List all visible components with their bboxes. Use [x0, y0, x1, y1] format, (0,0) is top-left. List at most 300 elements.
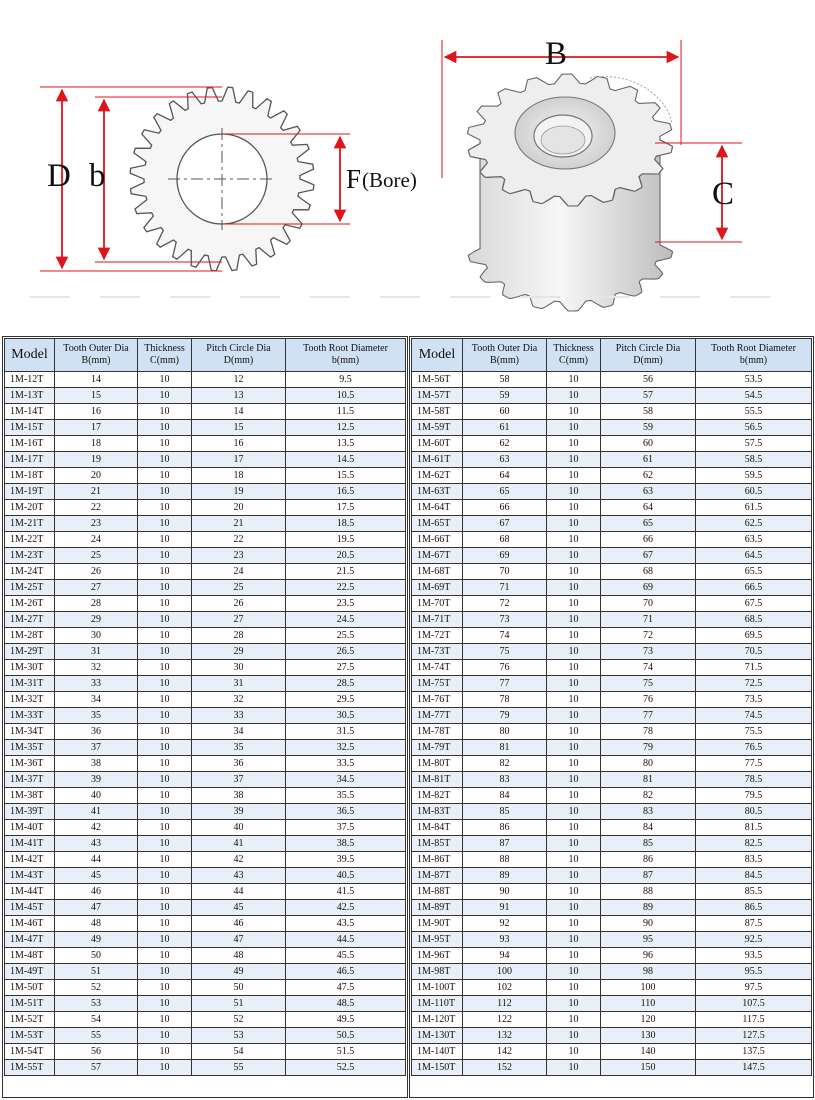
cell-pitch-dia: 45: [192, 900, 286, 916]
cell-pitch-dia: 37: [192, 772, 286, 788]
table-row: [5, 820, 406, 836]
cell-pitch-dia: 16: [192, 436, 286, 452]
table-row: [5, 596, 406, 612]
table-row: [412, 708, 812, 724]
gear-drawing: [0, 0, 815, 330]
cell-outer-dia: 66: [463, 500, 547, 516]
cell-model: 1M-87T: [412, 868, 463, 884]
cell-outer-dia: 16: [55, 404, 138, 420]
table-row: [412, 852, 812, 868]
table-row: [412, 932, 812, 948]
cell-thickness: 10: [547, 756, 601, 772]
spec-table-left: [4, 338, 406, 1076]
cell-thickness: 10: [138, 852, 192, 868]
table-row: [5, 420, 406, 436]
cell-pitch-dia: 66: [601, 532, 696, 548]
cell-thickness: 10: [138, 516, 192, 532]
table-row: [412, 740, 812, 756]
cell-model: 1M-16T: [5, 436, 55, 452]
cell-outer-dia: 22: [55, 500, 138, 516]
header-thickness: [138, 339, 192, 372]
cell-outer-dia: 39: [55, 772, 138, 788]
cell-thickness: 10: [547, 820, 601, 836]
cell-model: 1M-39T: [5, 804, 55, 820]
table-row: [412, 724, 812, 740]
cell-model: 1M-140T: [412, 1044, 463, 1060]
cell-outer-dia: 54: [55, 1012, 138, 1028]
cell-root-dia: 71.5: [696, 660, 812, 676]
cell-thickness: 10: [547, 676, 601, 692]
cell-outer-dia: 74: [463, 628, 547, 644]
table-row: [412, 948, 812, 964]
table-row: [412, 996, 812, 1012]
cell-pitch-dia: 58: [601, 404, 696, 420]
table-row: [5, 452, 406, 468]
cell-pitch-dia: 69: [601, 580, 696, 596]
header-pitch-dia-line2: D(mm): [223, 355, 254, 366]
cell-outer-dia: 94: [463, 948, 547, 964]
table-row: [412, 612, 812, 628]
cell-root-dia: 21.5: [286, 564, 406, 580]
cell-pitch-dia: 41: [192, 836, 286, 852]
cell-pitch-dia: 54: [192, 1044, 286, 1060]
cell-model: 1M-50T: [5, 980, 55, 996]
cell-pitch-dia: 150: [601, 1060, 696, 1076]
cell-model: 1M-120T: [412, 1012, 463, 1028]
cell-pitch-dia: 34: [192, 724, 286, 740]
cell-model: 1M-54T: [5, 1044, 55, 1060]
cell-thickness: 10: [138, 628, 192, 644]
cell-root-dia: 86.5: [696, 900, 812, 916]
cell-root-dia: 52.5: [286, 1060, 406, 1076]
cell-pitch-dia: 89: [601, 900, 696, 916]
cell-pitch-dia: 59: [601, 420, 696, 436]
cell-outer-dia: 92: [463, 916, 547, 932]
label-bore: (Bore): [362, 168, 417, 192]
cell-pitch-dia: 25: [192, 580, 286, 596]
cell-model: 1M-74T: [412, 660, 463, 676]
table-row: [412, 900, 812, 916]
cell-outer-dia: 20: [55, 468, 138, 484]
cell-model: 1M-86T: [412, 852, 463, 868]
cell-pitch-dia: 22: [192, 532, 286, 548]
cell-model: 1M-73T: [412, 644, 463, 660]
cell-outer-dia: 80: [463, 724, 547, 740]
cell-outer-dia: 43: [55, 836, 138, 852]
cell-root-dia: 59.5: [696, 468, 812, 484]
cell-thickness: 10: [138, 868, 192, 884]
cell-model: 1M-53T: [5, 1028, 55, 1044]
cell-root-dia: 81.5: [696, 820, 812, 836]
cell-outer-dia: 86: [463, 820, 547, 836]
cell-outer-dia: 46: [55, 884, 138, 900]
table-row: [5, 852, 406, 868]
table-row: [5, 468, 406, 484]
cell-thickness: 10: [547, 740, 601, 756]
table-row: [412, 820, 812, 836]
cell-pitch-dia: 90: [601, 916, 696, 932]
cell-root-dia: 56.5: [696, 420, 812, 436]
cell-thickness: 10: [138, 484, 192, 500]
cell-model: 1M-27T: [5, 612, 55, 628]
cell-root-dia: 45.5: [286, 948, 406, 964]
table-row: [5, 740, 406, 756]
table-row: [412, 692, 812, 708]
cell-model: 1M-23T: [5, 548, 55, 564]
cell-model: 1M-61T: [412, 452, 463, 468]
table-header-row: [5, 339, 406, 372]
cell-root-dia: 44.5: [286, 932, 406, 948]
cell-thickness: 10: [547, 708, 601, 724]
table-row: [412, 532, 812, 548]
cell-pitch-dia: 82: [601, 788, 696, 804]
cell-model: 1M-34T: [5, 724, 55, 740]
cell-model: 1M-100T: [412, 980, 463, 996]
cell-thickness: 10: [138, 612, 192, 628]
table-row: [412, 404, 812, 420]
cell-root-dia: 23.5: [286, 596, 406, 612]
header-model: Model: [5, 339, 55, 372]
table-row: [5, 660, 406, 676]
cell-pitch-dia: 77: [601, 708, 696, 724]
cell-outer-dia: 17: [55, 420, 138, 436]
cell-model: 1M-35T: [5, 740, 55, 756]
cell-pitch-dia: 61: [601, 452, 696, 468]
cell-model: 1M-47T: [5, 932, 55, 948]
cell-outer-dia: 71: [463, 580, 547, 596]
cell-model: 1M-77T: [412, 708, 463, 724]
cell-model: 1M-88T: [412, 884, 463, 900]
cell-pitch-dia: 33: [192, 708, 286, 724]
cell-root-dia: 17.5: [286, 500, 406, 516]
cell-outer-dia: 91: [463, 900, 547, 916]
cell-outer-dia: 87: [463, 836, 547, 852]
cell-pitch-dia: 50: [192, 980, 286, 996]
cell-pitch-dia: 57: [601, 388, 696, 404]
cell-thickness: 10: [547, 996, 601, 1012]
cell-pitch-dia: 81: [601, 772, 696, 788]
cell-thickness: 10: [547, 772, 601, 788]
cell-model: 1M-19T: [5, 484, 55, 500]
table-header-row: [412, 339, 812, 372]
cell-thickness: 10: [547, 900, 601, 916]
table-row: [5, 580, 406, 596]
cell-pitch-dia: 51: [192, 996, 286, 1012]
cell-model: 1M-89T: [412, 900, 463, 916]
cell-model: 1M-81T: [412, 772, 463, 788]
table-row: [5, 964, 406, 980]
cell-thickness: 10: [138, 724, 192, 740]
cell-model: 1M-79T: [412, 740, 463, 756]
cell-model: 1M-78T: [412, 724, 463, 740]
table-row: [412, 1044, 812, 1060]
table-row: [412, 756, 812, 772]
cell-pitch-dia: 140: [601, 1044, 696, 1060]
cell-outer-dia: 45: [55, 868, 138, 884]
cell-outer-dia: 76: [463, 660, 547, 676]
cell-thickness: 10: [138, 964, 192, 980]
cell-thickness: 10: [547, 932, 601, 948]
cell-outer-dia: 78: [463, 692, 547, 708]
cell-thickness: 10: [138, 772, 192, 788]
cell-pitch-dia: 83: [601, 804, 696, 820]
cell-model: 1M-18T: [5, 468, 55, 484]
cell-model: 1M-12T: [5, 372, 55, 388]
cell-root-dia: 66.5: [696, 580, 812, 596]
cell-pitch-dia: 78: [601, 724, 696, 740]
cell-model: 1M-24T: [5, 564, 55, 580]
table-row: [412, 916, 812, 932]
cell-outer-dia: 63: [463, 452, 547, 468]
cell-outer-dia: 60: [463, 404, 547, 420]
table-row: [412, 660, 812, 676]
cell-pitch-dia: 75: [601, 676, 696, 692]
header-outer-dia: [463, 339, 547, 372]
cell-outer-dia: 19: [55, 452, 138, 468]
header-thickness-line2: C(mm): [150, 355, 179, 366]
cell-pitch-dia: 12: [192, 372, 286, 388]
table-row: [412, 484, 812, 500]
cell-thickness: 10: [547, 852, 601, 868]
table-row: [412, 804, 812, 820]
cell-pitch-dia: 63: [601, 484, 696, 500]
cell-outer-dia: 49: [55, 932, 138, 948]
cell-outer-dia: 41: [55, 804, 138, 820]
cell-model: 1M-40T: [5, 820, 55, 836]
cell-model: 1M-15T: [5, 420, 55, 436]
cell-pitch-dia: 71: [601, 612, 696, 628]
cell-outer-dia: 51: [55, 964, 138, 980]
cell-thickness: 10: [138, 1012, 192, 1028]
cell-model: 1M-150T: [412, 1060, 463, 1076]
cell-model: 1M-14T: [5, 404, 55, 420]
cell-outer-dia: 82: [463, 756, 547, 772]
cell-outer-dia: 33: [55, 676, 138, 692]
cell-thickness: 10: [547, 1012, 601, 1028]
table-row: [412, 500, 812, 516]
cell-root-dia: 93.5: [696, 948, 812, 964]
label-b-outer: B: [545, 36, 568, 72]
cell-root-dia: 14.5: [286, 452, 406, 468]
cell-thickness: 10: [547, 564, 601, 580]
cell-model: 1M-67T: [412, 548, 463, 564]
cell-outer-dia: 31: [55, 644, 138, 660]
cell-model: 1M-66T: [412, 532, 463, 548]
cell-model: 1M-42T: [5, 852, 55, 868]
cell-outer-dia: 84: [463, 788, 547, 804]
cell-thickness: 10: [138, 500, 192, 516]
header-pitch-dia-line2: D(mm): [633, 355, 663, 366]
cell-pitch-dia: 30: [192, 660, 286, 676]
table-row: [5, 724, 406, 740]
header-outer-dia-line2: B(mm): [490, 355, 519, 366]
table-row: [5, 1028, 406, 1044]
cell-model: 1M-25T: [5, 580, 55, 596]
cell-model: 1M-33T: [5, 708, 55, 724]
table-row: [412, 1060, 812, 1076]
cell-pitch-dia: 17: [192, 452, 286, 468]
table-row: [5, 980, 406, 996]
cell-pitch-dia: 76: [601, 692, 696, 708]
cell-root-dia: 19.5: [286, 532, 406, 548]
cell-thickness: 10: [547, 628, 601, 644]
cell-outer-dia: 112: [463, 996, 547, 1012]
cell-outer-dia: 79: [463, 708, 547, 724]
cell-thickness: 10: [547, 420, 601, 436]
table-row: [412, 772, 812, 788]
cell-model: 1M-82T: [412, 788, 463, 804]
cell-thickness: 10: [547, 580, 601, 596]
cell-thickness: 10: [138, 756, 192, 772]
header-outer-dia: [55, 339, 138, 372]
table-row: [5, 868, 406, 884]
cell-outer-dia: 56: [55, 1044, 138, 1060]
cell-model: 1M-44T: [5, 884, 55, 900]
cell-pitch-dia: 85: [601, 836, 696, 852]
cell-root-dia: 39.5: [286, 852, 406, 868]
cell-outer-dia: 58: [463, 372, 547, 388]
cell-pitch-dia: 48: [192, 948, 286, 964]
cell-root-dia: 10.5: [286, 388, 406, 404]
header-thickness-line1: Thickness: [553, 343, 594, 354]
cell-thickness: 10: [138, 644, 192, 660]
cell-pitch-dia: 35: [192, 740, 286, 756]
cell-pitch-dia: 80: [601, 756, 696, 772]
cell-pitch-dia: 72: [601, 628, 696, 644]
cell-outer-dia: 68: [463, 532, 547, 548]
cell-outer-dia: 32: [55, 660, 138, 676]
cell-outer-dia: 21: [55, 484, 138, 500]
cell-thickness: 10: [138, 1028, 192, 1044]
cell-root-dia: 63.5: [696, 532, 812, 548]
label-c: C: [712, 176, 735, 212]
cell-thickness: 10: [547, 1044, 601, 1060]
table-row: [412, 868, 812, 884]
cell-pitch-dia: 46: [192, 916, 286, 932]
cell-model: 1M-58T: [412, 404, 463, 420]
cell-thickness: 10: [547, 532, 601, 548]
cell-thickness: 10: [547, 868, 601, 884]
header-root-dia: [286, 339, 406, 372]
header-pitch-dia: [601, 339, 696, 372]
cell-pitch-dia: 84: [601, 820, 696, 836]
cell-pitch-dia: 44: [192, 884, 286, 900]
cell-thickness: 10: [138, 996, 192, 1012]
cell-model: 1M-21T: [5, 516, 55, 532]
table-row: [412, 372, 812, 388]
cell-outer-dia: 89: [463, 868, 547, 884]
cell-thickness: 10: [547, 660, 601, 676]
cell-model: 1M-36T: [5, 756, 55, 772]
cell-root-dia: 15.5: [286, 468, 406, 484]
header-root-dia-line2: b(mm): [739, 355, 768, 366]
cell-root-dia: 60.5: [696, 484, 812, 500]
cell-model: 1M-56T: [412, 372, 463, 388]
cell-root-dia: 137.5: [696, 1044, 812, 1060]
cell-pitch-dia: 40: [192, 820, 286, 836]
cell-model: 1M-29T: [5, 644, 55, 660]
cell-root-dia: 24.5: [286, 612, 406, 628]
cell-thickness: 10: [138, 388, 192, 404]
cell-model: 1M-55T: [5, 1060, 55, 1076]
cell-thickness: 10: [138, 916, 192, 932]
cell-outer-dia: 88: [463, 852, 547, 868]
cell-model: 1M-45T: [5, 900, 55, 916]
cell-root-dia: 62.5: [696, 516, 812, 532]
cell-root-dia: 50.5: [286, 1028, 406, 1044]
cell-thickness: 10: [138, 452, 192, 468]
cell-root-dia: 55.5: [696, 404, 812, 420]
cell-thickness: 10: [547, 484, 601, 500]
cell-model: 1M-98T: [412, 964, 463, 980]
cell-model: 1M-60T: [412, 436, 463, 452]
cell-thickness: 10: [138, 580, 192, 596]
cell-outer-dia: 57: [55, 1060, 138, 1076]
cell-outer-dia: 40: [55, 788, 138, 804]
cell-root-dia: 43.5: [286, 916, 406, 932]
header-pitch-dia-line1: Pitch Circle Dia: [615, 343, 681, 354]
cell-root-dia: 32.5: [286, 740, 406, 756]
cell-root-dia: 73.5: [696, 692, 812, 708]
cell-pitch-dia: 96: [601, 948, 696, 964]
cell-root-dia: 57.5: [696, 436, 812, 452]
cell-pitch-dia: 24: [192, 564, 286, 580]
cell-pitch-dia: 73: [601, 644, 696, 660]
cell-thickness: 10: [547, 788, 601, 804]
cell-thickness: 10: [547, 548, 601, 564]
table-row: [412, 564, 812, 580]
table-row: [5, 676, 406, 692]
cell-model: 1M-59T: [412, 420, 463, 436]
cell-pitch-dia: 67: [601, 548, 696, 564]
cell-model: 1M-62T: [412, 468, 463, 484]
cell-root-dia: 82.5: [696, 836, 812, 852]
table-row: [5, 804, 406, 820]
cell-root-dia: 58.5: [696, 452, 812, 468]
table-row: [5, 548, 406, 564]
cell-root-dia: 69.5: [696, 628, 812, 644]
cell-thickness: 10: [138, 564, 192, 580]
table-row: [412, 628, 812, 644]
table-row: [5, 516, 406, 532]
table-row: [5, 628, 406, 644]
cell-outer-dia: 100: [463, 964, 547, 980]
cell-root-dia: 12.5: [286, 420, 406, 436]
cell-outer-dia: 81: [463, 740, 547, 756]
table-row: [412, 676, 812, 692]
cell-pitch-dia: 47: [192, 932, 286, 948]
cell-root-dia: 51.5: [286, 1044, 406, 1060]
cell-root-dia: 25.5: [286, 628, 406, 644]
cell-thickness: 10: [138, 660, 192, 676]
cell-outer-dia: 37: [55, 740, 138, 756]
cell-root-dia: 38.5: [286, 836, 406, 852]
cell-root-dia: 95.5: [696, 964, 812, 980]
cell-pitch-dia: 32: [192, 692, 286, 708]
table-row: [412, 420, 812, 436]
cell-root-dia: 41.5: [286, 884, 406, 900]
cell-thickness: 10: [547, 916, 601, 932]
cell-pitch-dia: 55: [192, 1060, 286, 1076]
table-row: [5, 692, 406, 708]
header-thickness: [547, 339, 601, 372]
cell-root-dia: 18.5: [286, 516, 406, 532]
cell-model: 1M-96T: [412, 948, 463, 964]
cell-root-dia: 29.5: [286, 692, 406, 708]
cell-model: 1M-69T: [412, 580, 463, 596]
cell-model: 1M-76T: [412, 692, 463, 708]
cell-root-dia: 77.5: [696, 756, 812, 772]
